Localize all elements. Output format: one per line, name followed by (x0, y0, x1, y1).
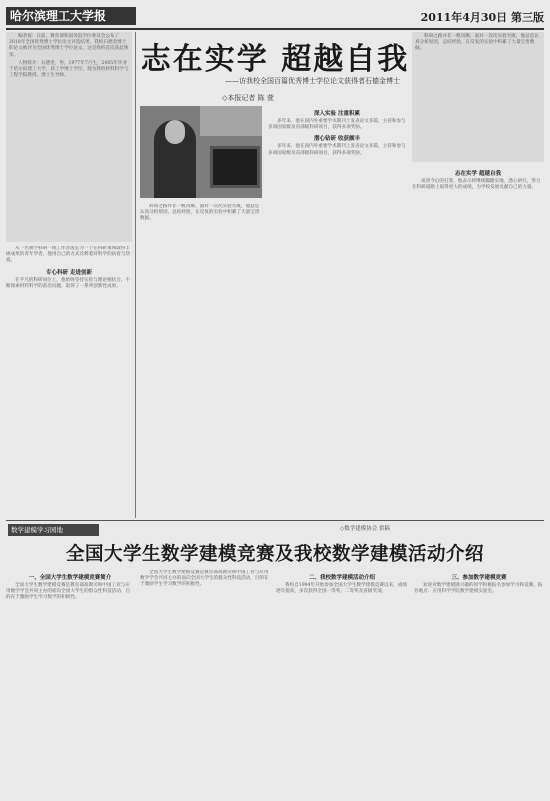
a2-section3-title: 三、参加数学建模竞赛 (451, 575, 507, 581)
a2-section2-text: 我校自1994年开始参加全国大学生数学建模竞赛以来，成绩逐年提高，多次获得全国一等奖、二等奖及省级奖项。 (276, 583, 407, 595)
section-note: ◇数学建模协会 供稿 (340, 526, 390, 532)
a2-section3-text: 欢迎对数学建模感兴趣的同学积极报名参加学习和竞赛。报名地点：应用科学学院数学建模实验室。 (414, 583, 543, 595)
intro-text: 从一名教学科研一线工作者成长为一个在科研领域取得丰硕成果的青年学者，他用自己的方式诠释着对科学的执着与热爱。 (6, 246, 131, 264)
photo-head (165, 120, 185, 144)
section2-title: 深入实验 注重积累 (314, 111, 360, 117)
editor-note-column (6, 32, 132, 242)
feature-col-4 (412, 166, 544, 516)
section2-text: 科研之路并非一帆风顺，面对一次次实验失败，他总是认真分析原因，总结经验，在反复的实验中积累了大量宝贵数据。 (415, 34, 539, 52)
section3-text-a: 多年来，他在国内外重要学术期刊上发表论文多篇，主持和参与多项国家级及省部级科研项目，获得多项奖励。 (268, 119, 406, 131)
editor-note: 编者按：日前，教育部和国务院学位委员会公布了2010年全国优秀博士学位论文评选结果，我校石德金博士的论文被评为全国优秀博士学位论文。这是我校首次获此殊荣。 (9, 34, 129, 58)
feature-deck: ——访我校全国百篇优秀博士学位论文获得者石德金博士 (225, 77, 400, 85)
date-issue: 2011年4月30日 第三版 (420, 11, 544, 24)
section1-text: 在平凡的科研岗位上，他始终坚持实验与理论相结合，不断探索材料科学的前沿问题，取得了一系列创新性成果。 (6, 277, 130, 289)
paper-name: 哈尔滨理工大学报 (6, 7, 136, 25)
section-divider (6, 520, 544, 521)
article2-col-4 (414, 570, 544, 795)
section2-text-b: 科研之路并非一帆风顺，面对一次次实验失败，他总是认真分析原因，总结经验，在反复的实验中积累了大量宝贵数据。 (140, 204, 260, 222)
article2-headline: 全国大学生数学建模竞赛及我校数学建模活动介绍 (65, 544, 484, 565)
section-label: 数学建模学习园地 (8, 524, 99, 536)
bio-text: 人物简介：石德金，男，1977年7月生，2005年毕业于哈尔滨理工大学，获工学博士学位，现为我校材料科学与工程学院教授、博士生导师。 (9, 60, 129, 79)
right-top-column (412, 32, 544, 162)
section3-text: 多年来，他在国内外重要学术期刊上发表论文多篇，主持和参与多项国家级及省部级科研项目，获得多项奖励。 (268, 144, 406, 156)
photo-monitor (210, 146, 260, 188)
feature-byline: ◇本报记者 陈 萱 (222, 94, 274, 102)
article2-col-1 (6, 570, 134, 795)
left-column-body (6, 246, 132, 516)
portrait-photo (140, 106, 262, 198)
masthead (6, 6, 544, 30)
feature-col-3 (268, 106, 406, 516)
article2-col-3 (276, 570, 408, 795)
section4-title: 志在实学 超越自我 (455, 171, 501, 177)
section4-text: 谈到今后的打算，他表示将继续脚踏实地，潜心研究，努力在科研道路上取得更大的成绩，为学校发展贡献自己的力量。 (412, 179, 541, 191)
section3-title: 潜心钻研 收获颇丰 (314, 136, 360, 143)
feature-col-2 (140, 204, 262, 516)
a2-section1-text: 全国大学生数学建模竞赛是教育部高教司和中国工业与应用数学学会共同主办的面向全国大学生的群众性科技活动，目的在于激励学生学习数学的积极性。 (6, 583, 131, 601)
article2-col-2 (140, 570, 270, 795)
feature-headline: 志在实学 超越自我 (140, 42, 410, 77)
section1-title: 专心科研 走进创新 (46, 269, 92, 276)
divider (135, 32, 136, 518)
photo-background (200, 106, 262, 136)
a2-section1-text-b: 全国大学生数学建模竞赛是教育部高教司和中国工业与应用数学学会共同主办的面向全国大学生的群众性科技活动，目的在于激励学生学习数学的积极性。 (140, 570, 269, 588)
a2-section1-title: 一、全国大学生数学建模竞赛简介 (28, 575, 112, 581)
a2-section2-title: 二、我校数学建模活动介绍 (308, 575, 375, 581)
